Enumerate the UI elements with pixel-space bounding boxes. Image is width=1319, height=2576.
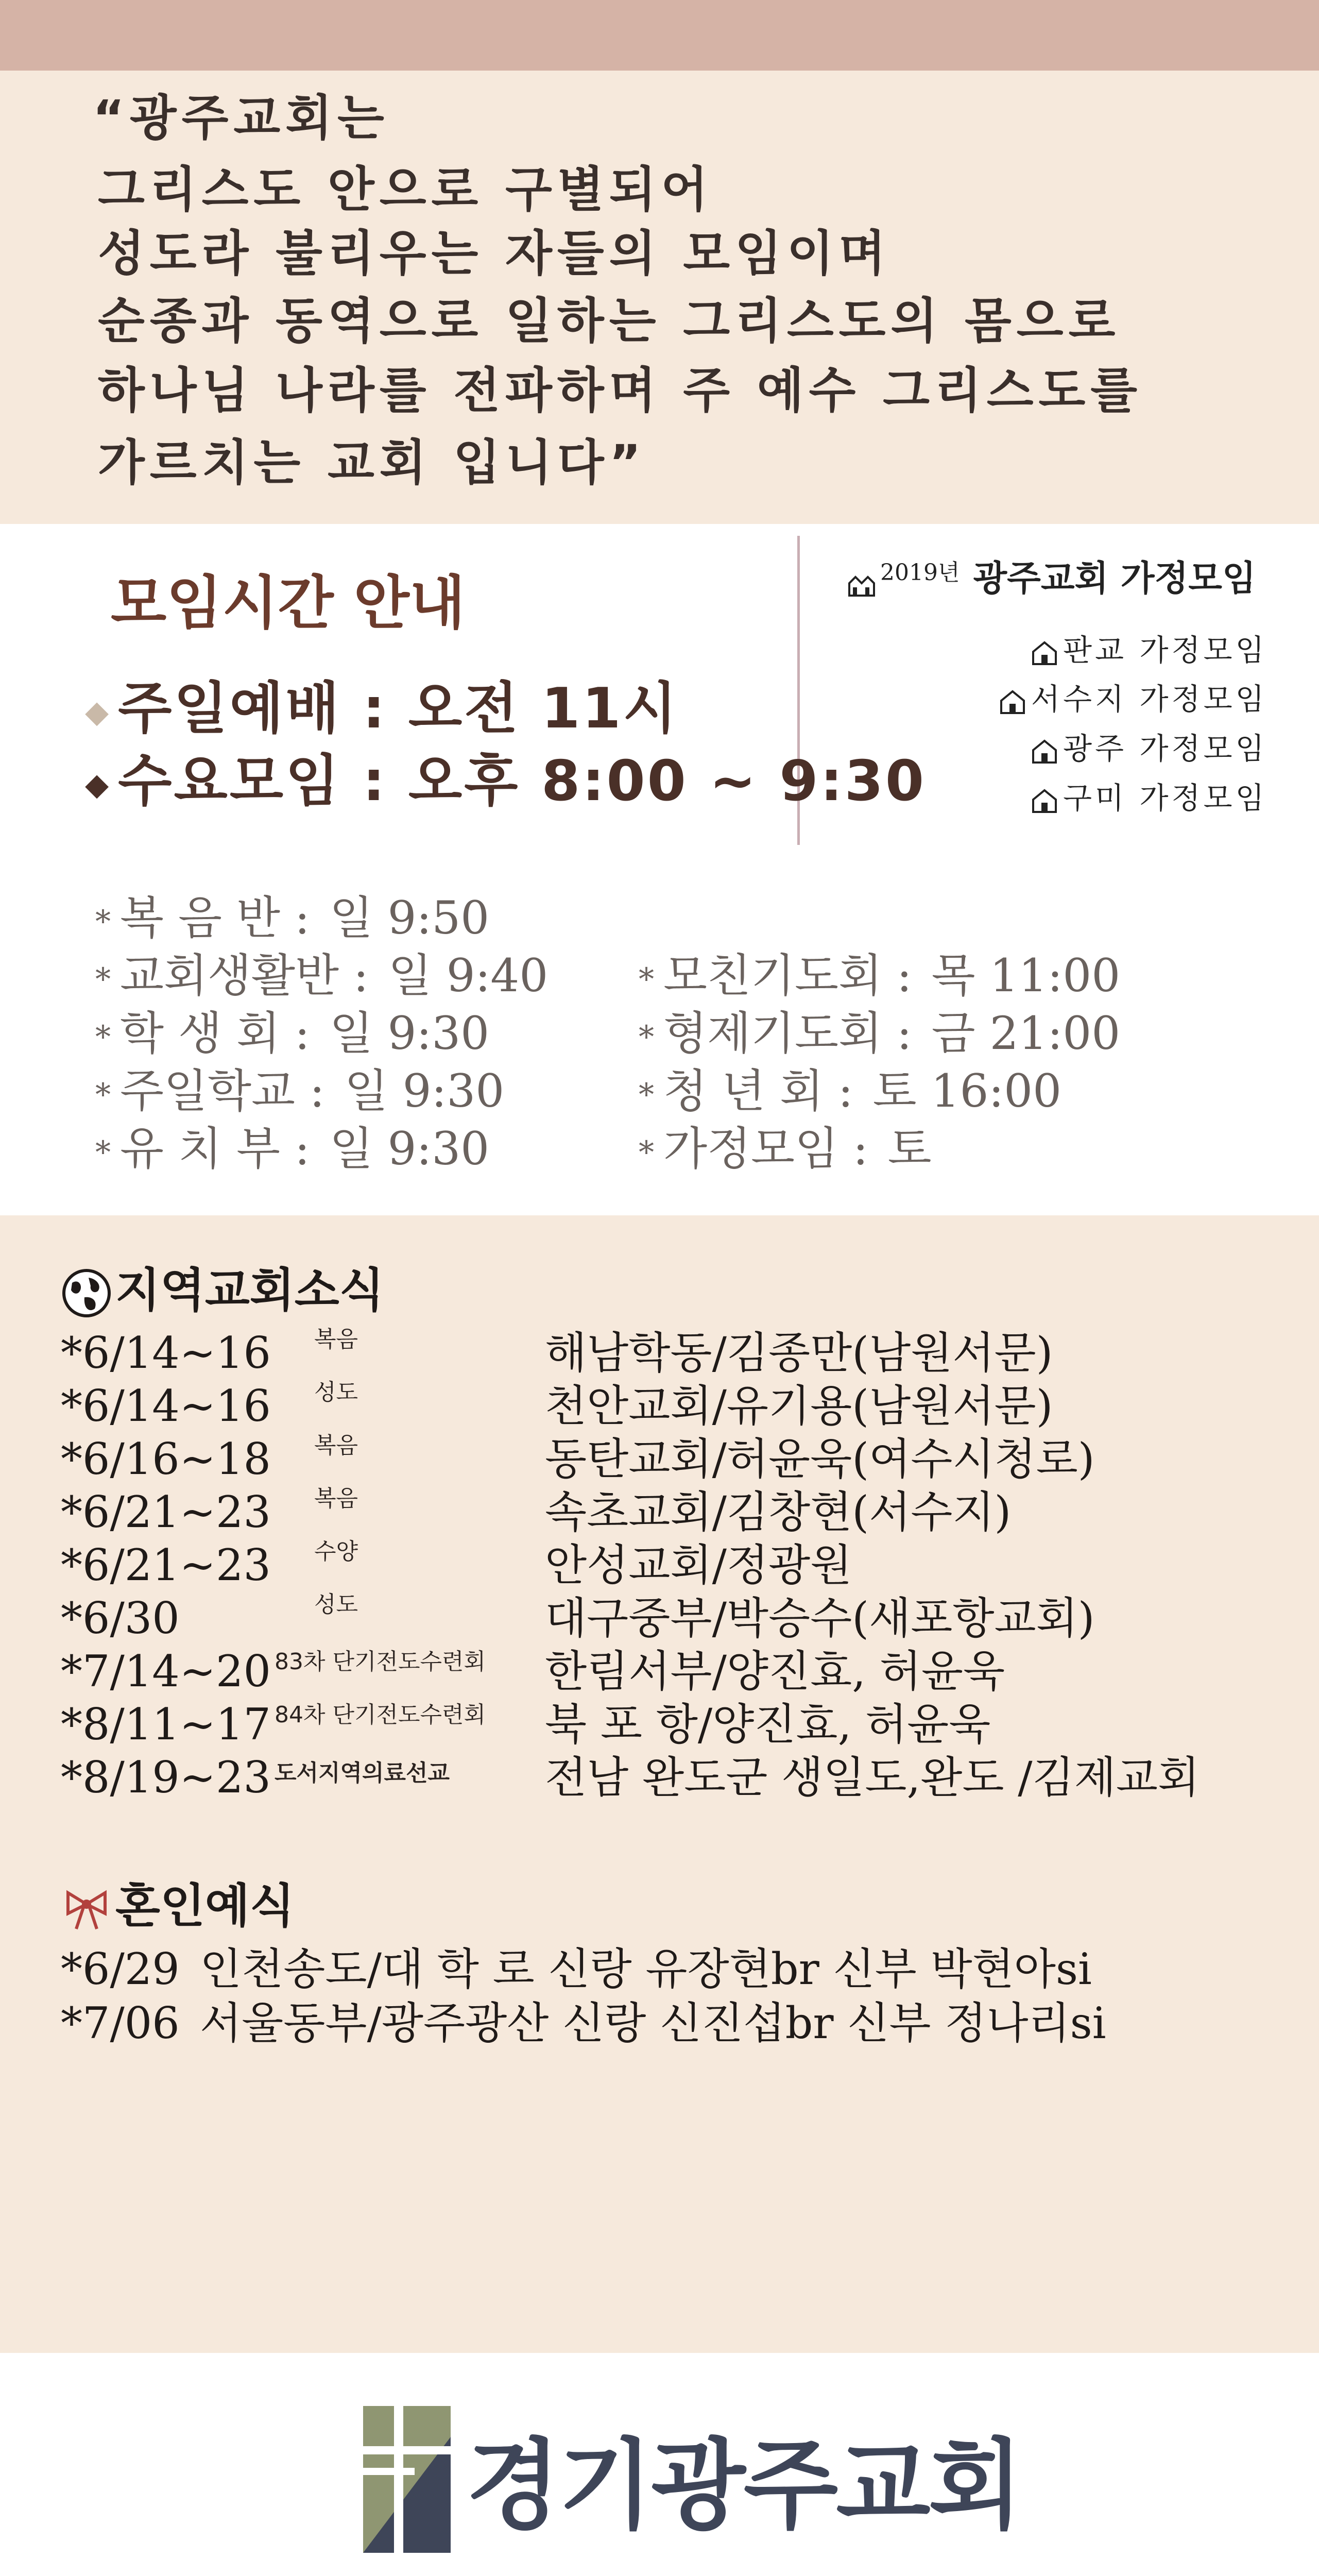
globe-icon (61, 1267, 112, 1319)
home-groups-heading (847, 558, 1256, 599)
asterisk-bullet-icon: * (95, 1019, 111, 1056)
news-row: *7/14~20 83차 단기전도수련회 한림서부/양진효, 허윤욱 (61, 1646, 1005, 1697)
home-groups-title: 광주교회 가정모임 (973, 558, 1256, 599)
news-row: *8/19~23 도서지역의료선교 전남 완도군 생일도,완도 /김제교회 (61, 1752, 1200, 1803)
houses-icon (847, 568, 876, 594)
news-row: *8/11~17 84차 단기전도수련회 북 포 항/양진효, 허윤욱 (61, 1699, 991, 1750)
home-group-item: 판교 가정모임 (1030, 635, 1267, 665)
diamond-bullet-icon: ◆ (85, 767, 111, 803)
home-groups-year: 2019년 (880, 560, 960, 586)
ribbon-icon (61, 1886, 112, 1932)
schedule-item: * 가정모임 : 토 (639, 1122, 932, 1175)
news-row: *6/14~16 복음 해남학동/김종만(남원서문) (61, 1326, 1053, 1378)
schedule-item: * 학 생 회 : 일 9:30 (95, 1007, 490, 1060)
house-icon (1030, 738, 1059, 764)
asterisk-bullet-icon: * (639, 1134, 654, 1171)
sunday-service-text: 주일예배 : 오전 11시 (118, 676, 679, 741)
mission-line: 하나님 나라를 전파하며 주 예수 그리스도를 (98, 363, 1143, 419)
church-logo-icon (363, 2406, 451, 2553)
schedule-item: * 모친기도회 : 목 11:00 (639, 949, 1121, 1002)
wedding-title: 혼인예식 (61, 1883, 295, 1932)
sunday-service (85, 676, 679, 741)
mission-line: 그리스도 안으로 구별되어 (98, 162, 713, 218)
diamond-bullet-icon: ◆ (85, 694, 111, 731)
asterisk-bullet-icon: * (639, 961, 654, 998)
house-icon (1030, 787, 1059, 813)
schedule-item: * 복 음 반 : 일 9:50 (95, 891, 490, 944)
news-row: *6/14~16 성도 천안교회/유기용(남원서문) (61, 1379, 1053, 1431)
news-row: *6/21~23 수양 안성교회/정광원 (61, 1538, 852, 1590)
wedding-row: *6/29 인천송도/대 학 로 신랑 유장현br 신부 박현아si (61, 1944, 1092, 1994)
church-name-logo: 경기광주교회 (466, 2429, 1021, 2543)
mission-line: 성도라 불리우는 자들의 모임이며 (98, 226, 891, 282)
schedule-item: * 주일학교 : 일 9:30 (95, 1064, 505, 1117)
news-row: *6/16~18 복음 동탄교회/허윤욱(여수시청로) (61, 1432, 1095, 1484)
asterisk-bullet-icon: * (95, 904, 111, 940)
top-decorative-bar (0, 0, 1319, 71)
asterisk-bullet-icon: * (95, 1134, 111, 1171)
schedule-item: * 청 년 회 : 토 16:00 (639, 1064, 1062, 1117)
regional-news-title: 지역교회소식 (61, 1267, 384, 1319)
meeting-times-title: 모임시간 안내 (111, 570, 466, 637)
wedding-row: *7/06 서울동부/광주광산 신랑 신진섭br 신부 정나리si (61, 1998, 1106, 2048)
schedule-item: * 교회생활반 : 일 9:40 (95, 949, 549, 1002)
wednesday-meeting-text: 수요모임 : 오후 8:00 ~ 9:30 (118, 749, 927, 814)
house-icon (1030, 639, 1059, 665)
mission-line: 가르치는 교회 입니다” (98, 435, 646, 491)
asterisk-bullet-icon: * (95, 961, 111, 998)
asterisk-bullet-icon: * (639, 1077, 654, 1113)
asterisk-bullet-icon: * (639, 1019, 654, 1056)
schedule-item: * 유 치 부 : 일 9:30 (95, 1122, 490, 1175)
mission-line: “광주교회는 (93, 90, 389, 146)
home-group-item: 구미 가정모임 (1030, 783, 1267, 813)
home-group-item: 서수지 가정모임 (998, 684, 1267, 714)
wednesday-meeting (85, 749, 927, 814)
news-row: *6/30 성도 대구중부/박승수(새포항교회) (61, 1591, 1095, 1643)
home-group-item: 광주 가정모임 (1030, 734, 1267, 764)
house-icon (998, 688, 1027, 714)
asterisk-bullet-icon: * (95, 1077, 111, 1113)
news-row: *6/21~23 복음 속초교회/김창현(서수지) (61, 1485, 1012, 1537)
mission-line: 순종과 동역으로 일하는 그리스도의 몸으로 (98, 293, 1121, 349)
schedule-item: * 형제기도회 : 금 21:00 (639, 1007, 1121, 1060)
